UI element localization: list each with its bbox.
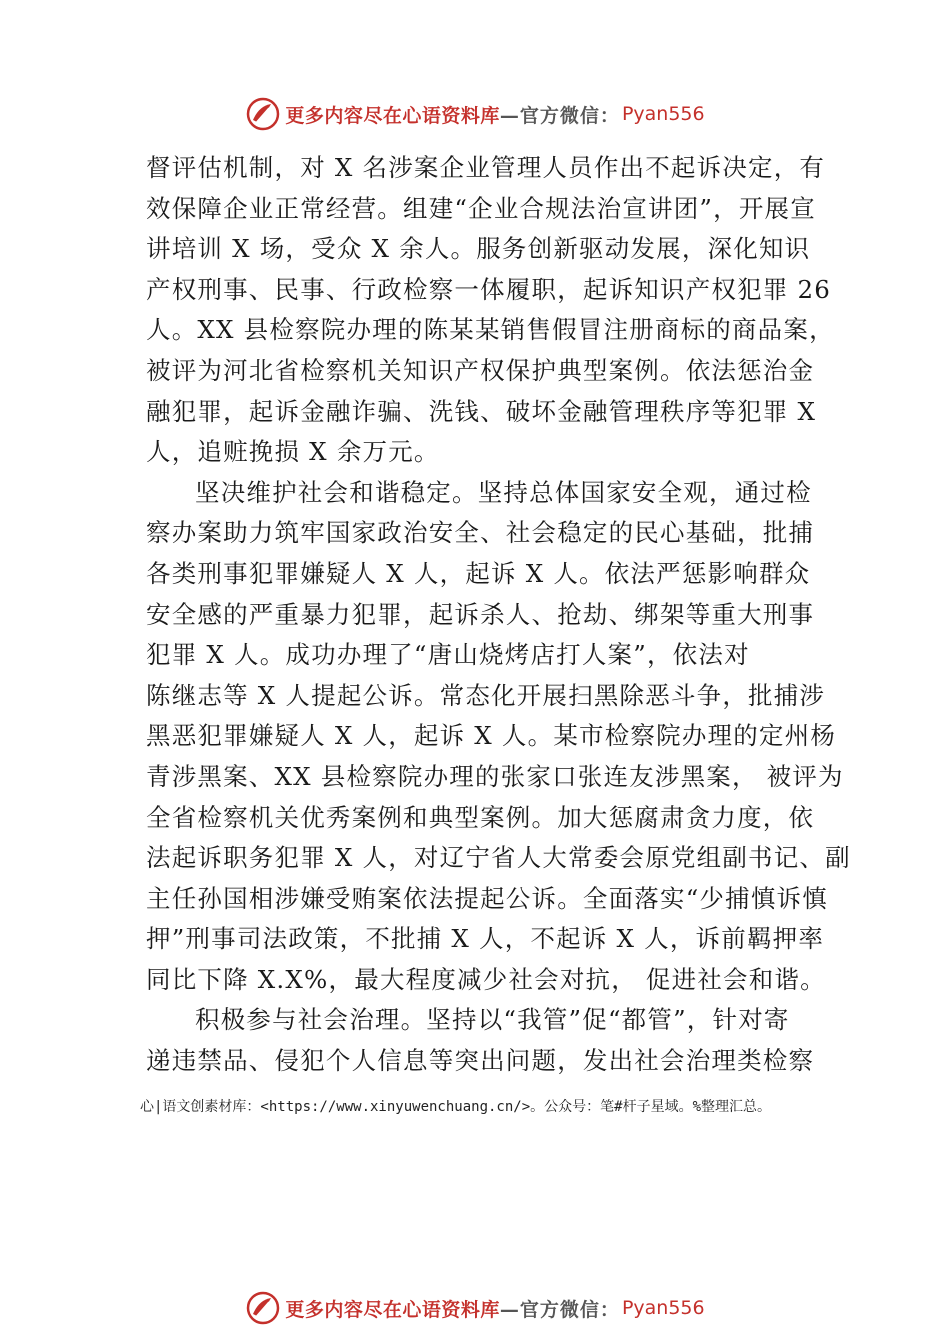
banner-title: 更多内容尽在心语资料库 xyxy=(285,104,500,127)
text-line: 递违禁品、侵犯个人信息等突出问题，发出社会治理类检察 xyxy=(146,1046,815,1076)
footer-source-note: 心|语文创素材库：<https://www.xinyuwenchuang.cn/>。公众号：笔#杆子星域。%整理汇总。 xyxy=(140,1099,772,1115)
text-line: 被评为河北省检察机关知识产权保护典型案例。依法惩治金 xyxy=(146,355,815,385)
text-line: 讲培训 X 场，受众 X 余人。服务创新驱动发展，深化知识 xyxy=(146,234,811,264)
banner-wechat-id: Pyan556 xyxy=(621,1297,705,1319)
text-line: 坚决维护社会和谐稳定。坚持总体国家安全观，通过检 xyxy=(195,477,812,507)
pen-logo-icon xyxy=(245,96,281,132)
text-line: 效保障企业正常经营。组建“企业合规法治宣讲团”，开展宣 xyxy=(146,193,816,223)
text-line: 同比下降 X.X%，最大程度减少社会对抗， 促进社会和谐。 xyxy=(146,964,826,994)
pen-logo-icon xyxy=(245,1290,281,1326)
document-body xyxy=(146,148,851,1082)
text-line: 人，追赃挽损 X 余万元。 xyxy=(146,437,440,467)
text-line: 全省检察机关优秀案例和典型案例。加大惩腐肃贪力度，依 xyxy=(146,802,815,832)
text-line: 青涉黑案、XX 县检察院办理的张家口张连友涉黑案， 被评为 xyxy=(146,761,844,791)
text-line: 押”刑事司法政策，不批捕 X 人，不起诉 X 人，诉前羁押率 xyxy=(146,924,825,954)
text-line: 犯罪 X 人。成功办理了“唐山烧烤店打人案”，依法对 xyxy=(146,640,750,670)
text-line: 主任孙国相涉嫌受贿案依法提起公诉。全面落实“少捕慎诉慎 xyxy=(146,883,828,913)
banner-wechat-id: Pyan556 xyxy=(621,103,705,125)
text-line: 督评估机制，对 X 名涉案企业管理人员作出不起诉决定，有 xyxy=(146,153,826,182)
text-line: 融犯罪，起诉金融诈骗、洗钱、破坏金融管理秩序等犯罪 X xyxy=(146,396,817,426)
text-line: 人。XX 县检察院办理的陈某某销售假冒注册商标的商品案， xyxy=(146,315,835,345)
banner-subtitle: —官方微信： xyxy=(499,104,620,127)
banner-title: 更多内容尽在心语资料库 xyxy=(285,1298,500,1321)
footer-banner xyxy=(0,1288,950,1328)
text-line: 产权刑事、民事、行政检察一体履职，起诉知识产权犯罪 26 xyxy=(146,274,832,304)
text-line: 安全感的严重暴力犯罪，起诉杀人、抢劫、绑架等重大刑事 xyxy=(146,599,815,629)
text-line: 法起诉职务犯罪 X 人，对辽宁省人大常委会原党组副书记、副 xyxy=(146,843,851,873)
header-banner xyxy=(0,94,950,134)
text-line: 陈继志等 X 人提起公诉。常态化开展扫黑除恶斗争，批捕涉 xyxy=(146,680,826,710)
text-line: 各类刑事犯罪嫌疑人 X 人，起诉 X 人。依法严惩影响群众 xyxy=(146,558,811,588)
text-line: 积极参与社会治理。坚持以“我管”促“都管”，针对寄 xyxy=(195,1005,790,1035)
banner-subtitle: —官方微信： xyxy=(499,1298,620,1321)
text-line: 察办案助力筑牢国家政治安全、社会稳定的民心基础，批捕 xyxy=(146,518,815,548)
text-line: 黑恶犯罪嫌疑人 X 人，起诉 X 人。某市检察院办理的定州杨 xyxy=(146,721,837,751)
